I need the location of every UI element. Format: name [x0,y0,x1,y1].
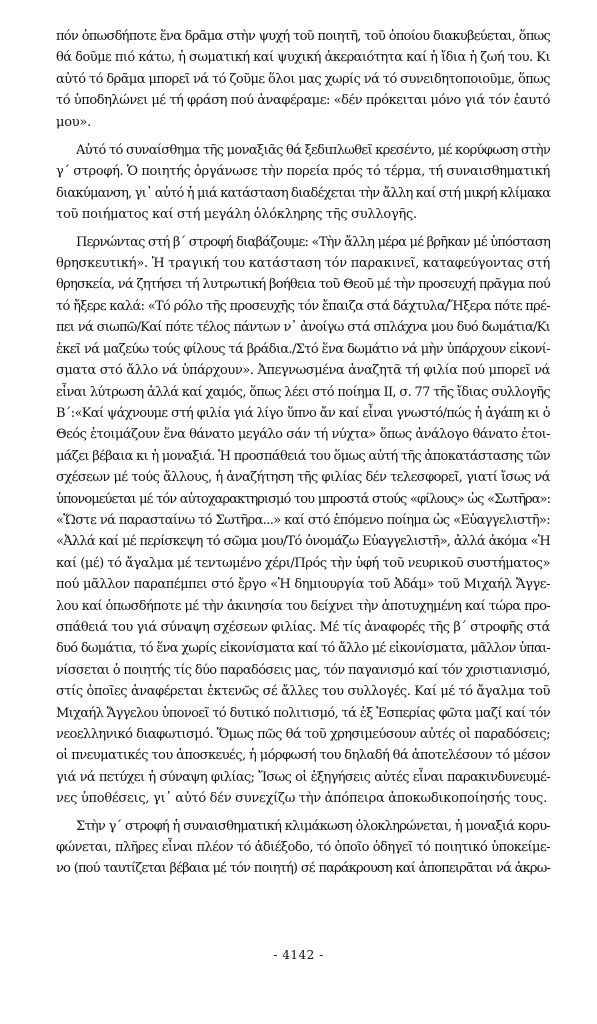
paragraph-4 [56,816,550,880]
text-line: νεοελληνικό διαφωτισμό. Ὅμως πῶς θά τοῦ χρησιμεύσουν αὐτές οἱ παραδόσεις; [56,727,550,742]
text-line: Β΄:«Καί ψάχνουμε στή φιλία γιά λίγο ὕπνο ἄν καί εἶναι γνωστό/πώς ἡ ἀγάπη κι ὁ [56,405,550,421]
text-line: Μιχαήλ Ἄγγελου ὑπονοεῖ τό δυτικό πολιτισμό, τά ἐξ Ἑσπερίας φῶτα μαζί καί τόν [56,705,550,721]
paragraph-2 [56,140,550,226]
text-line: Αὐτό τό συναίσθημα τῆς μοναξιᾶς θά ξεδιπλωθεῖ κρεσέντο, μέ κορύφωση στὴν [76,143,551,159]
text-line: φώνεται, πλῆρες εἶναι πλέον τό ἀδιέξοδο, τό ὁποῖο ὁδηγεῖ τό ποιητικό ὑποκείμε- [56,840,550,856]
text-line: «Ὥστε νά παρασταίνω τό Σωτῆρα...» καί στό ἑπόμενο ποίημα ὡς «Εὐαγγελιστῆ»: [56,512,550,528]
text-line: οἱ πνευματικές του ἀποσκευές, ἡ μόρφωσή του δηλαδή θά ἀποτελέσουν τό μέσον [56,748,550,764]
text-line: νίσσεται ὁ ποιητής τίς δύο παραδόσεις μας, τόν παγανισμό καί τόν χριστιανισμό, [56,662,550,678]
text-line: «Ἀλλά καί μέ περίσκεψη τό σῶμα μου/Τό ὀνομάζω Εὐαγγελιστῆ», ἀλλά ἀκόμα «Ἡ [56,534,550,550]
text-line: διακύμανση, γι᾽ αὐτό ἡ μιά κατάσταση διαδέχεται τὴν ἄλλη καί στή μικρή κλίμακα [56,185,551,201]
text-line: τό ὑποδηλώνει μέ τή φράση πού ἀναφέραμε: «δέν πρόκειται μόνο γιά τόν ἑαυτό [56,93,550,109]
page-number: - 4142 - [273,948,324,962]
text-line: ἐκεῖ νά μαζεύω τούς φίλους τά βράδια./Στό ἕνα δωμάτιο νά μὴν ὑπάρχουν εἰκονί- [56,341,550,357]
text-line: καί (μέ) τό ἄγαλμα μέ τεντωμένο χέρι/Πρός τὴν ὑφή τοῦ νευρικοῦ συστήματος» [56,555,550,571]
body-text [56,26,550,880]
text-line: γιά νά πετύχει ἡ σύναψη φιλίας; Ἴσως οἱ ἐξηγήσεις αὐτές εἶναι παρακινδυνευμέ- [56,769,550,785]
text-line: νο (πού ταυτίζεται βέβαια μέ τόν ποιητή) σέ παράκρουση καί ἀποπειρᾶται νά ἀκρω- [56,861,550,877]
text-line: θρησκεία, νά ζητήσει τή λυτρωτική βοήθεια τοῦ Θεοῦ μέ τὴν προσευχή πρᾶγμα πού [56,277,550,293]
text-line: εἶναι λύτρωση ἀλλά καί χαμός, ὅπως λέει στό ποίημα ΙΙ, σ. 77 τῆς ἴδιας συλλογῆς [56,384,550,400]
text-line: λου καί ὁπωσδήποτε μέ τὴν ἀκινησία του δείχνει τὴν ἀποτυχημένη καί τώρα προ- [56,598,550,614]
text-line: πόν ὁπωσδήποτε ἕνα δρᾶμα στὴν ψυχή τοῦ ποιητῆ, τοῦ ὁποίου διακυβεύεται, ὅπως [56,29,550,44]
text-line: τοῦ ποιήματος καί στή μεγάλη ὁλόκληρης τῆς συλλογῆς. [56,207,417,223]
text-line: σχέσεων μέ τούς ἄλλους, ἡ ἀναζήτηση τῆς φιλίας δέν τελεσφορεῖ, γιατί ἴσως νά [56,470,550,486]
text-line: Θεός ἑτοιμάζουν ἕνα θάνατο μεγάλο σάν τή νύχτα» ὅπως ἀνάλογο θάνατο ἑτοι- [56,427,550,443]
paragraph-1 [56,26,550,133]
text-line: πού μᾶλλον παραπέμπει στό ἔργο «Ἡ δημιουργία τοῦ Ἀδάμ» τοῦ Μιχαήλ Ἄγγε- [56,577,550,593]
text-line: τό ἤξερε καλά: «Τό ρόλο τῆς προσευχῆς τόν ἔπαιζα στά δάχτυλα/Ἤξερα πότε πρέ- [56,298,550,314]
paragraph-3 [56,232,550,810]
text-line: δυό δωμάτια, τό ἕνα χωρίς εἰκονίσματα καί τό ἄλλο μέ εἰκονίσματα, μᾶλλον ὑπαι- [56,641,550,657]
text-line: Περνώντας στή β΄ στροφή διαβάζουμε: «Τὴν ἄλλη μέρα μέ βρῆκαν μέ ὑπόσταση [76,234,550,250]
text-line: στίς ὁποῖες ἀναφέρεται ἐκτενῶς σέ ἄλλες του συλλογές. Καί μέ τό ἄγαλμα τοῦ [56,684,550,700]
text-line: νες ὑποθέσεις, γι᾽ αὐτό δέν συνεχίζω τὴν ἀπόπειρα ἀποκωδικοποίησής τους. [56,791,547,807]
text-line: αὐτό τό δρᾶμα μπορεῖ νά τό ζοῦμε ὅλοι μας χωρίς νά τό συνειδητοποιοῦμε, ὅπως [56,71,550,87]
text-line: σπάθειά του γιά σύναψη σχέσεων φιλίας. Μέ τίς ἀναφορές τῆς β΄ στροφῆς στά [56,619,550,635]
text-line: μου». [56,114,92,130]
text-line: μάζει βέβαια κι ἡ μοναξιά. Ἡ προσπάθειά του ὅμως αὐτή τῆς ἀποκατάστασης τῶν [56,448,550,464]
text-line: θρησκευτική». Ἡ τραγική του κατάσταση τόν παρακινεῖ, καταφεύγοντας στή [56,256,550,272]
text-line: γ΄ στροφή. Ὁ ποιητής ὀργάνωσε τὴν πορεία πρός τό τέρμα, τή συναισθηματική [56,164,550,180]
text-line: θά δοῦμε πιό κάτω, ἡ σωματική καί ψυχική ἀκεραιότητα καί ἡ ἴδια ἡ ζωή του. Κι [56,50,550,66]
text-line: σματα στό ἄλλο νά ὑπάρχουν». Ἀπεγνωσμένα ἀναζητᾶ τή φιλία πού μπορεῖ νά [56,363,550,379]
text-line: ὑπονομεύεται μέ τόν αὐτοχαρακτηρισμό του μπροστά στούς «φίλους» ὡς «Σωτῆρα»: [56,491,550,507]
text-line: Στὴν γ΄ στροφή ἡ συναισθηματική κλιμάκωση ὁλοκληρώνεται, ἡ μοναξιά κορυ- [76,818,550,834]
text-line: πει νά σιωπῶ/Καί πότε τέλος πάντων ν᾽ ἀνοίγω στά σπλάχνα μου δυό δωμάτια/Κι [56,320,550,336]
